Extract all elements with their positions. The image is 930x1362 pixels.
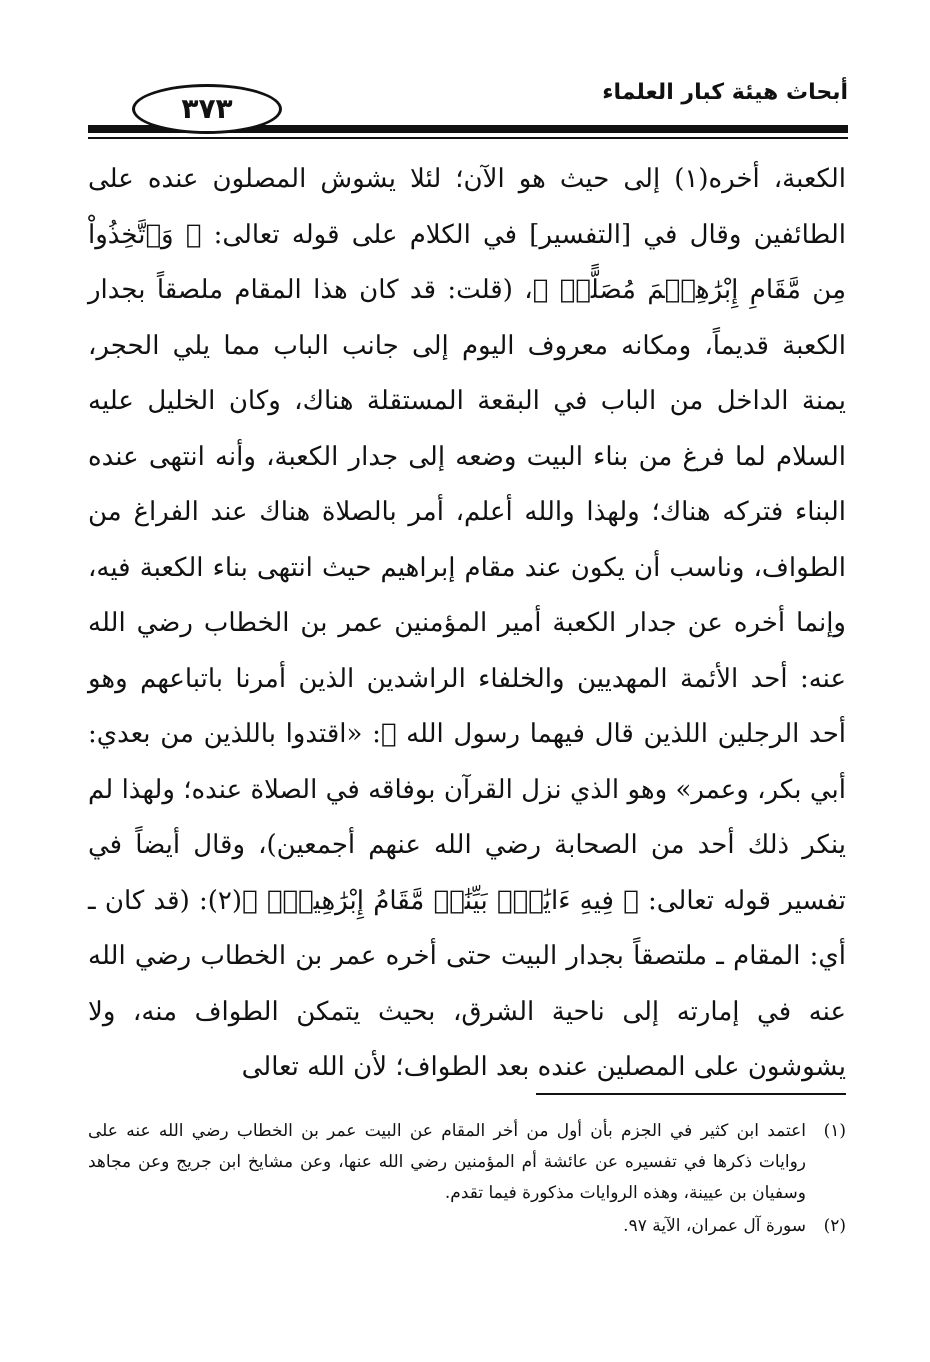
footnote-2 [88, 1211, 846, 1242]
page-header [88, 70, 848, 140]
footnote-text: اعتمد ابن كثير في الجزم بأن أول من أخر المقام عن البيت عمر بن الخطاب رضي الله عنه على روايات ذكرها في تفسيره عن عائشة أم المؤمنين رضي الله عنها، وعن مشايخ ابن جريج وعن مجاهد وسفيان بن عيينة، وهذه الروايات مذكورة فيما تقدم. [88, 1121, 806, 1203]
running-title: أبحاث هيئة كبار العلماء [602, 80, 848, 105]
main-text [88, 152, 846, 1096]
footnote-text: سورة آل عمران، الآية ٩٧. [623, 1216, 806, 1236]
footnote-1 [88, 1116, 846, 1209]
footnotes [88, 1116, 846, 1244]
main-paragraph: الكعبة، أخره(١) إلى حيث هو الآن؛ لئلا يشوش المصلون عنده على الطائفين وقال في [التفسير] في الكلام على قوله تعالى: ﴿ وَٱتَّخِذُواْ مِن مَّقَامِ إِبْرَٰهِـۧمَ مُصَلًّىۖ ﴾، (قلت: قد كان هذا المقام ملصقاً بجدار الكعبة قديماً، ومكانه معروف اليوم إلى جانب الباب مما يلي الحجر، يمنة الداخل من الباب في البقعة المستقلة هناك، وكان الخليل عليه السلام لما فرغ من بناء البيت وضعه إلى جدار الكعبة، وأنه انتهى عنده البناء فتركه هناك؛ ولهذا والله أعلم، أمر بالصلاة هناك عند الفراغ من الطواف، وناسب أن يكون عند مقام إبراهيم حيث انتهى بناء الكعبة فيه، وإنما أخره عن جدار الكعبة أمير المؤمنين عمر بن الخطاب رضي الله عنه: أحد الأئمة المهديين والخلفاء الراشدين الذين أمرنا باتباعهم وهو أحد الرجلين اللذين قال فيهما رسول الله ﷺ: «اقتدوا باللذين من بعدي: أبي بكر، وعمر» وهو الذي نزل القرآن بوفاقه في الصلاة عنده؛ ولهذا لم ينكر ذلك أحد من الصحابة رضي الله عنهم أجمعين)، وقال أيضاً في تفسير قوله تعالى: ﴿ فِيهِ ءَايَٰتُۢ بَيِّنَٰتٞ مَّقَامُ إِبْرَٰهِيمَۖ ﴾(٢): (قد كان ـ أي: المقام ـ ملتصقاً بجدار البيت حتى أخره عمر بن الخطاب رضي الله عنه في إمارته إلى ناحية الشرق، بحيث يتمكن الطواف منه، ولا يشوشون على المصلين عنده بعد الطواف؛ لأن الله تعالى [88, 164, 846, 1082]
footnote-separator [536, 1093, 846, 1095]
page-number: ٣٧٣ [132, 84, 282, 134]
footnote-number: (٢) [823, 1216, 846, 1236]
footnote-number: (١) [823, 1121, 846, 1141]
header-rule-thin [88, 137, 848, 139]
